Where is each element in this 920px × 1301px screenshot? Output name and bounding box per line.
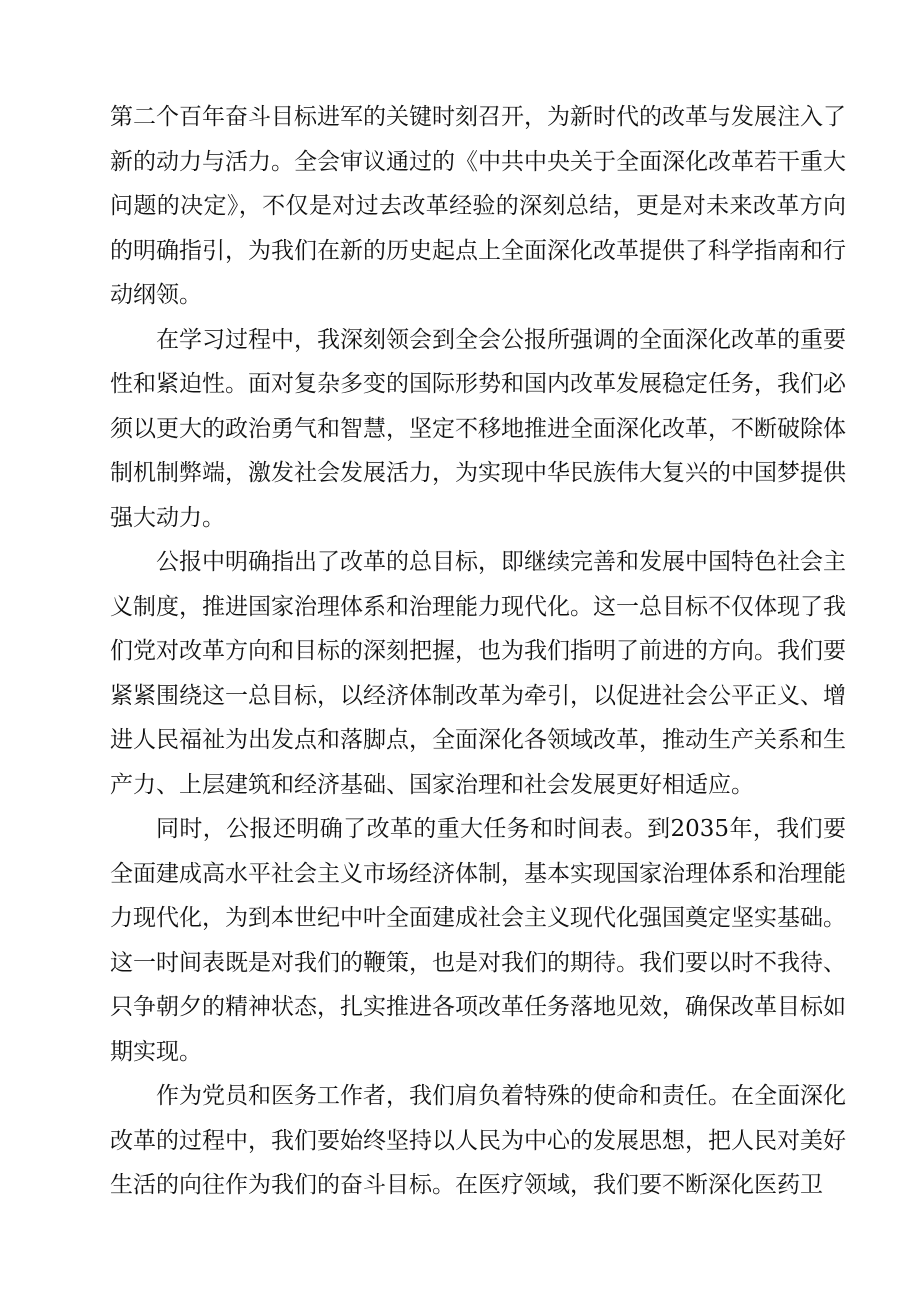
paragraph-3: 公报中明确指出了改革的总目标，即继续完善和发展中国特色社会主义制度，推进国家治理体系和治理能力现代化。这一总目标不仅体现了我们党对改革方向和目标的深刻把握，也为我们指明了前进的方向。我们要紧紧围绕这一总目标，以经济体制改革为牵引，以促进社会公平正义、增进人民福祉为出发点和落脚点，全面深化各领域改革，推动生产关系和生产力、上层建筑和经济基础、国家治理和社会发展更好相适应。: [110, 549, 846, 798]
paragraph-1: 第二个百年奋斗目标进军的关键时刻召开，为新时代的改革与发展注入了新的动力与活力。全会审议通过的《中共中央关于全面深化改革若干重大问题的决定》，不仅是对过去改革经验的深刻总结，更是对未来改革方向的明确指引，为我们在新的历史起点上全面深化改革提供了科学指南和行动纲领。: [110, 104, 846, 308]
paragraph-4: 同时，公报还明确了改革的重大任务和时间表。到2035年，我们要全面建成高水平社会主义市场经济体制，基本实现国家治理体系和治理能力现代化，为到本世纪中叶全面建成社会主义现代化强国奠定坚实基础。这一时间表既是对我们的鞭策，也是对我们的期待。我们要以时不我待、只争朝夕的精神状态，扎实推进各项改革任务落地见效，确保改革目标如期实现。: [110, 816, 846, 1065]
paragraph-5: 作为党员和医务工作者，我们肩负着特殊的使命和责任。在全面深化改革的过程中，我们要始终坚持以人民为中心的发展思想，把人民对美好生活的向往作为我们的奋斗目标。在医疗领域，我们要不断深化医药卫: [110, 1083, 846, 1198]
paragraph-2: 在学习过程中，我深刻领会到全会公报所强调的全面深化改革的重要性和紧迫性。面对复杂多变的国际形势和国内改革发展稳定任务，我们必须以更大的政治勇气和智慧，坚定不移地推进全面深化改革，不断破除体制机制弊端，激发社会发展活力，为实现中华民族伟大复兴的中国梦提供强大动力。: [110, 326, 846, 531]
document-body: [110, 95, 846, 1208]
